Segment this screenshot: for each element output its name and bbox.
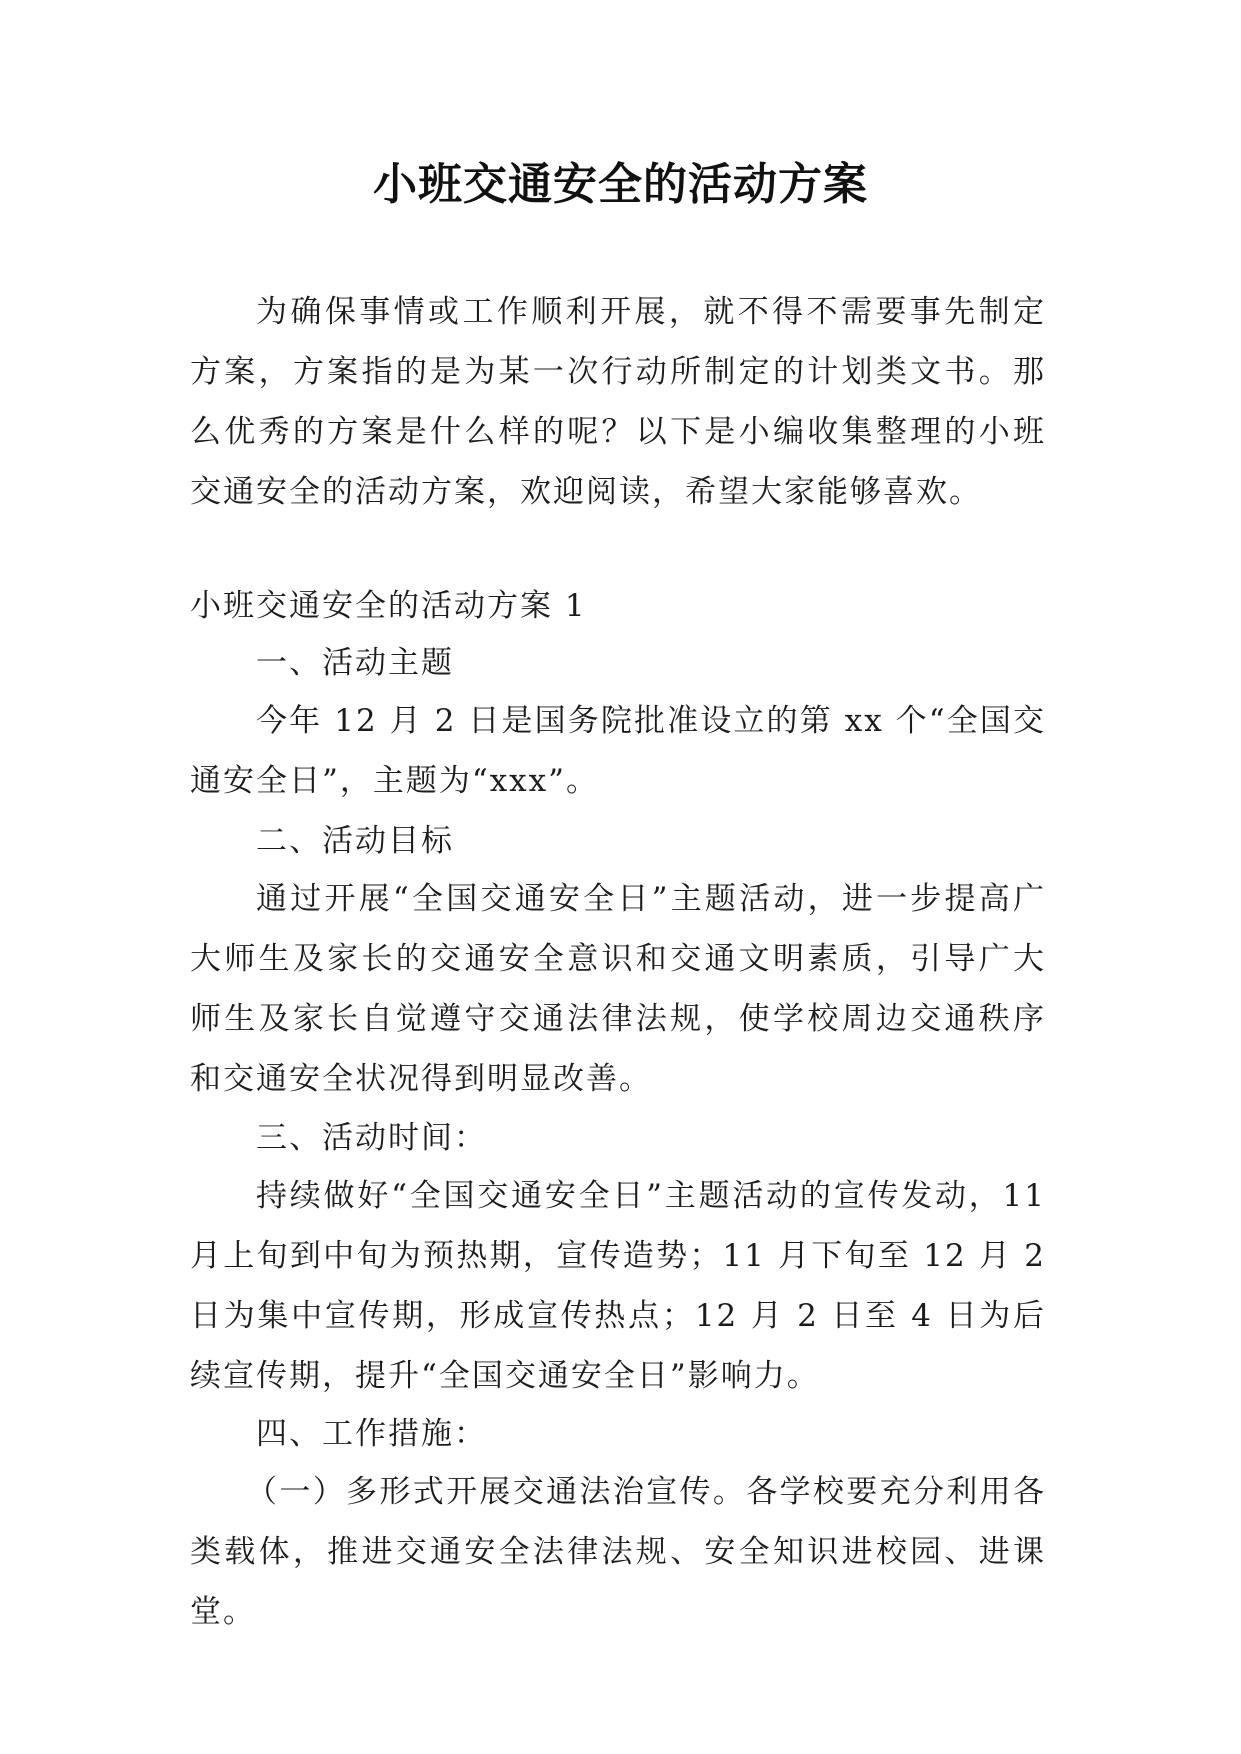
section-heading-time: 三、活动时间： xyxy=(256,1120,487,1156)
section-body-theme: 今年 12 月 2 日是国务院批准设立的第 xx 个“全国交通安全日”，主题为“xxx”。 xyxy=(190,703,1046,799)
section-body-time: 持续做好“全国交通安全日”主题活动的宣传发动，11 月上旬到中旬为预热期，宣传造势；11 月下旬至 12 月 2 日为集中宣传期，形成宣传热点；12 月 2 日至 4 日为后续宣传期，提升“全国交通安全日”影响力。 xyxy=(190,1178,1046,1394)
section-body-measures: （一）多形式开展交通法治宣传。各学校要充分利用各类载体，推进交通安全法律法规、安全知识进校园、进课堂。 xyxy=(190,1474,1046,1630)
section-heading-measures: 四、工作措施： xyxy=(256,1416,487,1452)
section-heading-goal: 二、活动目标 xyxy=(256,823,454,859)
section-heading-theme: 一、活动主题 xyxy=(256,645,454,681)
plan-subtitle: 小班交通安全的活动方案 1 xyxy=(190,588,587,624)
document-title: 小班交通安全的活动方案 xyxy=(373,159,868,210)
intro-paragraph: 为确保事情或工作顺利开展，就不得不需要事先制定方案，方案指的是为某一次行动所制定的计划类文书。那么优秀的方案是什么样的呢？以下是小编收集整理的小班交通安全的活动方案，欢迎阅读，希望大家能够喜欢。 xyxy=(190,294,1046,510)
section-body-goal: 通过开展“全国交通安全日”主题活动，进一步提高广大师生及家长的交通安全意识和交通文明素质，引导广大师生及家长自觉遵守交通法律法规，使学校周边交通秩序和交通安全状况得到明显改善。 xyxy=(190,881,1046,1097)
